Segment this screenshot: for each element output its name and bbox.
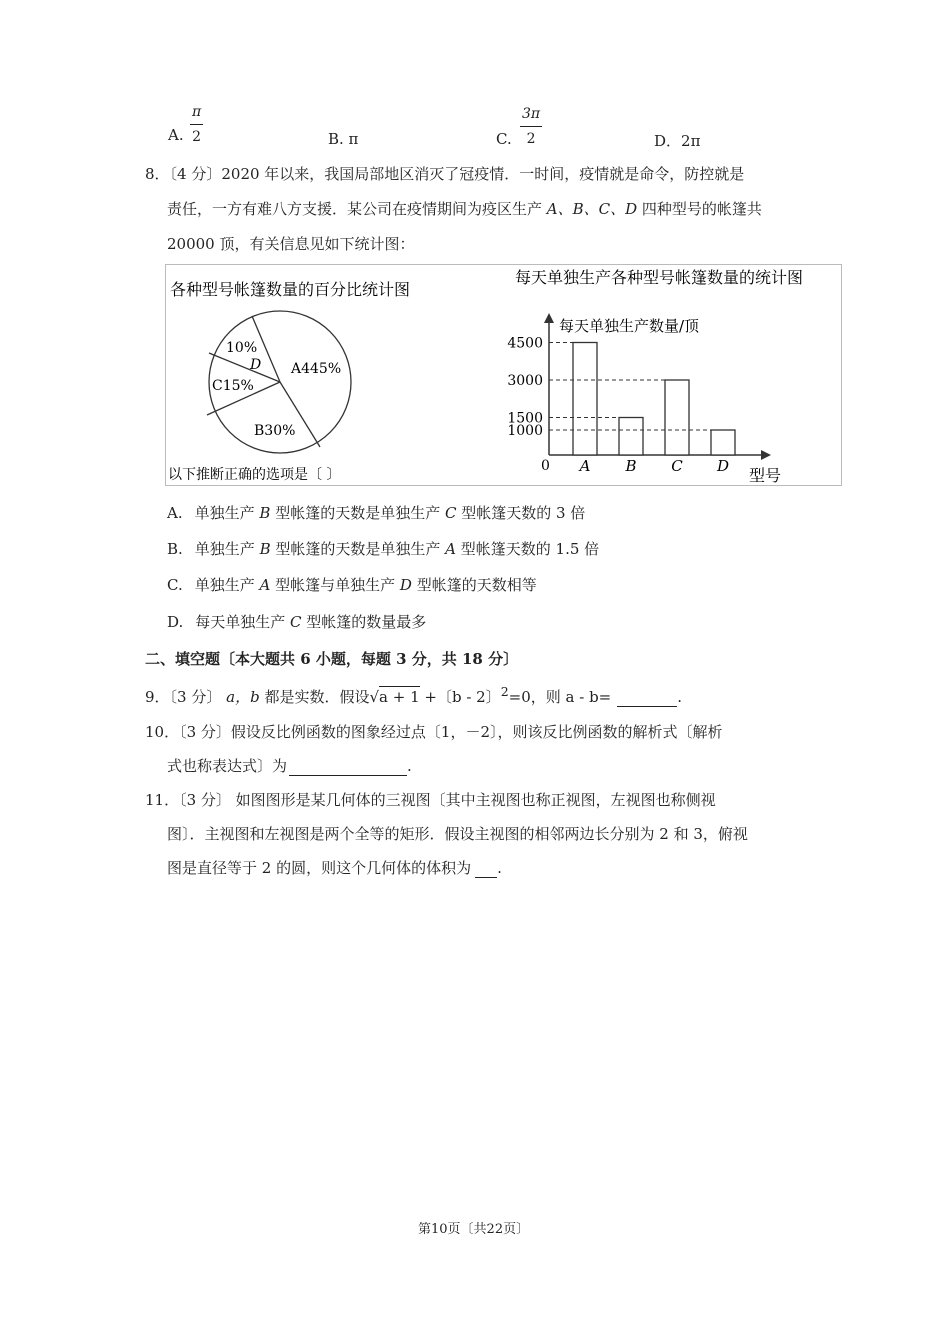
q8-line-2-pre: 责任，一方有难八方支援．某公司在疫情期间为疫区生产 xyxy=(167,200,547,218)
tick-label: 1500 xyxy=(507,410,543,427)
option-text: 单独生产 xyxy=(194,504,260,522)
statistics-figure xyxy=(165,264,842,486)
pie-note: 以下推断正确的选项是〔 〕 xyxy=(168,467,341,483)
q8-option[interactable] xyxy=(167,611,426,632)
fraction-denominator: 2 xyxy=(526,131,536,147)
q8-models: A、B、C、D xyxy=(546,200,638,218)
q11-line-2: 图〕．主视图和左视图是两个全等的矩形．假设主视图的相邻两边长分别为 2 和 3，俯视 xyxy=(167,825,748,843)
q7-option-b: B. π xyxy=(328,130,359,148)
q7-option-c-fraction xyxy=(520,106,542,147)
category-label: D xyxy=(716,457,730,475)
option-model: D xyxy=(399,576,412,594)
q9-mid: 都是实数．假设 xyxy=(259,688,370,706)
q8-line-2-post: 四种型号的帐篷共 xyxy=(637,200,762,218)
tick-label: 0 xyxy=(541,458,550,474)
q7-option-c-label: C. xyxy=(496,130,512,148)
q9-prefix: 9．〔3 分〕 xyxy=(145,688,227,706)
option-text: 型帐篷的数量最多 xyxy=(301,613,427,631)
pie-label-b: B30% xyxy=(254,423,296,439)
q8-option[interactable] xyxy=(167,574,537,595)
sqrt-sign: √ xyxy=(369,688,380,706)
fraction-numerator: 3π xyxy=(520,106,542,127)
option-text: 单独生产 xyxy=(194,576,260,594)
q8-option[interactable] xyxy=(167,538,599,559)
option-model: A xyxy=(445,540,456,558)
option-model: A xyxy=(259,576,271,594)
option-label: D. xyxy=(167,613,184,631)
pie-label-a: A445% xyxy=(291,361,342,377)
fraction-denominator: 2 xyxy=(192,129,202,145)
category-label: A xyxy=(579,457,591,475)
statistics-figure-svg xyxy=(166,265,841,485)
q9-exponent: 2 xyxy=(500,684,509,699)
q8-line-2 xyxy=(167,198,762,219)
q8-line-1: 8．〔4 分〕2020 年以来，我国局部地区消灭了冠疫情．一时间，疫情就是命令，防控就是 xyxy=(145,165,745,183)
pie-chart-title: 各种型号帐篷数量的百分比统计图 xyxy=(170,280,411,299)
y-axis-arrow xyxy=(544,313,554,323)
q7-option-a-label: A. xyxy=(168,126,184,144)
option-label: C. xyxy=(167,576,183,594)
tick-label: 3000 xyxy=(507,373,543,389)
pie-chart xyxy=(207,311,351,453)
pie-label-d: D xyxy=(250,357,262,373)
pie-label-d-percent: 10% xyxy=(226,340,258,356)
option-label: A. xyxy=(167,504,183,522)
q11-answer-blank[interactable] xyxy=(475,859,497,878)
section-heading: 二、填空题〔本大题共 6 小题，每题 3 分，共 18 分〕 xyxy=(145,650,519,668)
bar-chart xyxy=(507,313,781,485)
q11-line-3 xyxy=(167,857,502,878)
q9-answer-blank[interactable] xyxy=(617,688,677,707)
q11-line-3-text: 图是直径等于 2 的圆，则这个几何体的体积为 xyxy=(167,859,472,877)
q10-line-2-text: 式也称表达式〕为 xyxy=(167,757,288,775)
q11-period: . xyxy=(497,859,502,877)
q10-answer-blank[interactable] xyxy=(289,757,407,776)
q7-option-d: D．2π xyxy=(654,132,701,150)
bar xyxy=(573,343,597,456)
q9-vars: a，b xyxy=(226,688,260,706)
option-model: B xyxy=(259,504,271,522)
q8-line-3: 20000 顶，有关信息见如下统计图： xyxy=(167,235,415,253)
q9-line xyxy=(145,684,682,707)
tick-label: 4500 xyxy=(507,335,543,352)
category-label: B xyxy=(625,457,637,475)
option-model: B xyxy=(259,540,271,558)
option-text: 型帐篷天数的 3 倍 xyxy=(456,504,586,522)
q7-option-a-fraction xyxy=(190,104,203,145)
bar xyxy=(711,430,735,455)
bar xyxy=(619,418,643,456)
option-text: 型帐篷的天数是单独生产 xyxy=(270,540,446,558)
option-label: B. xyxy=(167,540,183,558)
bar xyxy=(665,380,689,455)
x-axis-label: 型号 xyxy=(749,466,782,485)
fraction-numerator: π xyxy=(190,104,203,125)
y-axis-label: 每天单独生产数量/顶 xyxy=(559,317,700,335)
option-text: 每天单独生产 xyxy=(195,613,291,631)
option-model: C xyxy=(444,504,457,522)
category-label: C xyxy=(671,457,683,475)
q9-end: =0，则 a - b= xyxy=(508,688,612,706)
tick-label: 1000 xyxy=(507,423,543,439)
option-text: 单独生产 xyxy=(194,540,260,558)
bar-chart-title: 每天单独生产各种型号帐篷数量的统计图 xyxy=(515,268,804,287)
q8-option[interactable] xyxy=(167,502,585,523)
q10-line-1: 10．〔3 分〕假设反比例函数的图象经过点〔1，－2〕，则该反比例函数的解析式〔解析 xyxy=(145,723,723,741)
option-model: C xyxy=(290,613,302,631)
q9-after: +〔b - 2〕 xyxy=(419,688,501,706)
q9-period: . xyxy=(677,688,683,706)
q10-line-2 xyxy=(167,755,412,776)
pie-label-c: C15% xyxy=(212,378,254,394)
x-axis-arrow xyxy=(761,450,771,460)
page-footer: 第10页〔共22页〕 xyxy=(418,1222,530,1237)
option-text: 型帐篷的天数相等 xyxy=(411,576,537,594)
q11-line-1: 11．〔3 分〕 如图图形是某几何体的三视图〔其中主视图也称正视图，左视图也称侧视 xyxy=(145,791,716,809)
option-text: 型帐篷与单独生产 xyxy=(270,576,400,594)
q10-period: . xyxy=(407,757,412,775)
q9-radicand: a + 1 xyxy=(379,688,420,706)
option-text: 型帐篷的天数是单独生产 xyxy=(270,504,445,522)
option-text: 型帐篷天数的 1.5 倍 xyxy=(456,540,600,558)
